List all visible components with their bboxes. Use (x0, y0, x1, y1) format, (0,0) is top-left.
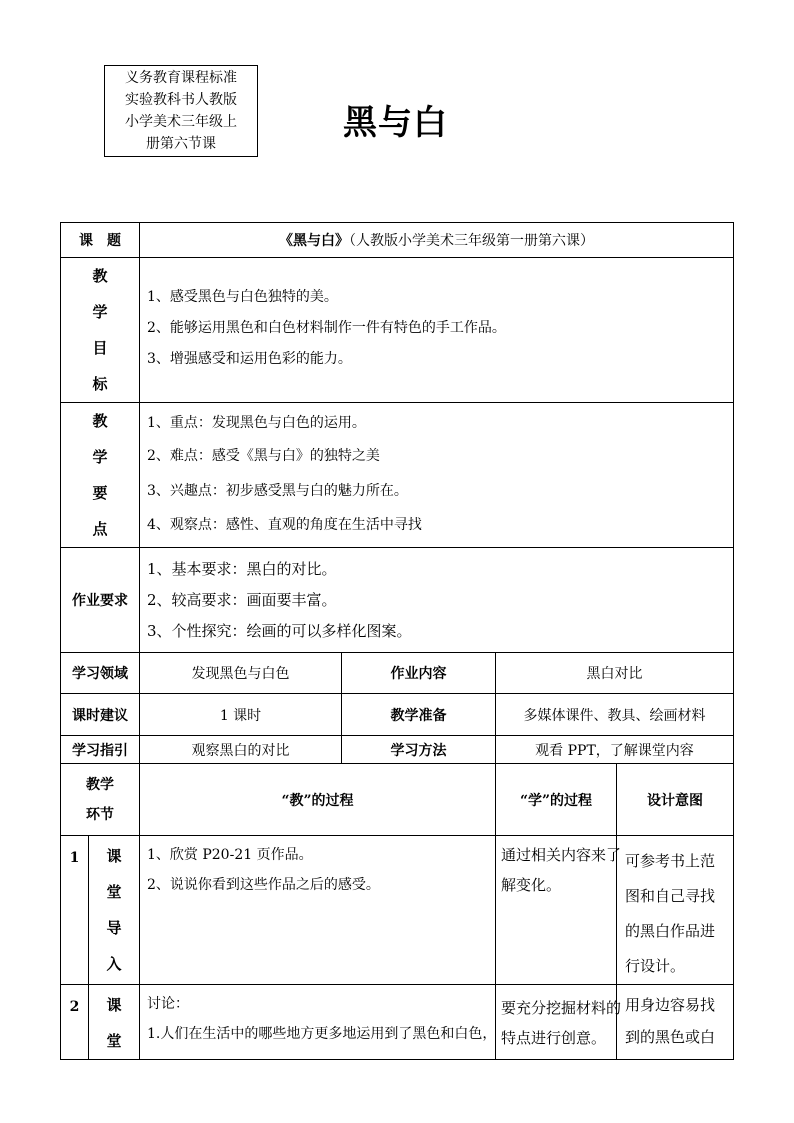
prep-label: 教学准备 (342, 694, 496, 736)
goals-list (140, 258, 734, 403)
list-item: 3、兴趣点：初步感受黑与白的魅力所在。 (147, 483, 408, 499)
goals-label: 教 学 目 标 (61, 258, 140, 403)
list-item: 4、观察点：感性、直观的角度在生活中寻找 (147, 517, 422, 533)
info-row-guide (61, 736, 734, 764)
stage-row (61, 985, 734, 1060)
stage-name: 课 堂 导 入 (89, 836, 140, 985)
stage-name: 课 堂 (89, 985, 140, 1060)
stage-number: 1 (61, 836, 89, 985)
stage-number: 2 (61, 985, 89, 1060)
stage-learn: 通过相关内容来了 解变化。 (496, 836, 617, 985)
homework-list (140, 548, 734, 653)
info-row-domain (61, 653, 734, 694)
list-item: 1、重点：发现黑色与白色的运用。 (147, 415, 366, 431)
list-item: 3、个性探究：绘画的可以多样化图案。 (147, 622, 412, 640)
textbook-info-line: 实验教科书人教版 (125, 92, 237, 108)
method-value: 观看 PPT，了解课堂内容 (496, 736, 734, 764)
homework-row (61, 548, 734, 653)
method-label: 学习方法 (342, 736, 496, 764)
keys-list (140, 403, 734, 548)
content-value: 黑白对比 (496, 653, 734, 694)
process-header-row (61, 764, 734, 836)
textbook-info-box (104, 65, 258, 157)
stage-teach: 1、欣赏 P20-21 页作品。 2、说说你看到这些作品之后的感受。 (140, 836, 496, 985)
topic-row (61, 223, 734, 258)
prep-value: 多媒体课件、教具、绘画材料 (496, 694, 734, 736)
list-item: 2、较高要求：画面要丰富。 (147, 591, 337, 609)
domain-value: 发现黑色与白色 (140, 653, 342, 694)
stage-learn: 要充分挖掘材料的 特点进行创意。 (496, 985, 617, 1060)
domain-label: 学习领域 (61, 653, 140, 694)
topic-label: 课 题 (61, 223, 140, 258)
textbook-info-line: 小学美术三年级上 (125, 114, 237, 130)
intent-header: 设计意图 (617, 764, 734, 836)
list-item: 2、难点：感受《黑与白》的独特之美 (147, 448, 380, 464)
content-label: 作业内容 (342, 653, 496, 694)
stage-intent: 可参考书上范 图和自己寻找 的黑白作品进 行设计。 (617, 836, 734, 985)
guide-label: 学习指引 (61, 736, 140, 764)
list-item: 2、能够运用黑色和白色材料制作一件有特色的手工作品。 (147, 320, 506, 336)
info-row-hours (61, 694, 734, 736)
topic-value: 《黑与白》（人教版小学美术三年级第一册第六课） (140, 223, 734, 258)
textbook-info-line: 义务教育课程标准 (125, 70, 237, 86)
page-title: 黑与白 (343, 103, 448, 143)
keys-label: 教 学 要 点 (61, 403, 140, 548)
learn-header: “学”的过程 (496, 764, 617, 836)
stage-intent: 用身边容易找 到的黑色或白 (617, 985, 734, 1060)
homework-label: 作业要求 (61, 548, 140, 653)
stage-teach: 讨论： 1.人们在生活中的哪些地方更多地运用到了黑色和白色， (140, 985, 496, 1060)
stage-header: 教学 环节 (61, 764, 140, 836)
keys-row (61, 403, 734, 548)
list-item: 3、增强感受和运用色彩的能力。 (147, 351, 352, 367)
list-item: 1、感受黑色与白色独特的美。 (147, 289, 338, 305)
hours-label: 课时建议 (61, 694, 140, 736)
lesson-plan-table (60, 222, 734, 1060)
teach-header: “教”的过程 (140, 764, 496, 836)
hours-value: 1 课时 (140, 694, 342, 736)
list-item: 1、基本要求：黑白的对比。 (147, 560, 337, 578)
goals-row (61, 258, 734, 403)
textbook-info-line: 册第六节课 (146, 136, 216, 152)
guide-value: 观察黑白的对比 (140, 736, 342, 764)
stage-row (61, 836, 734, 985)
